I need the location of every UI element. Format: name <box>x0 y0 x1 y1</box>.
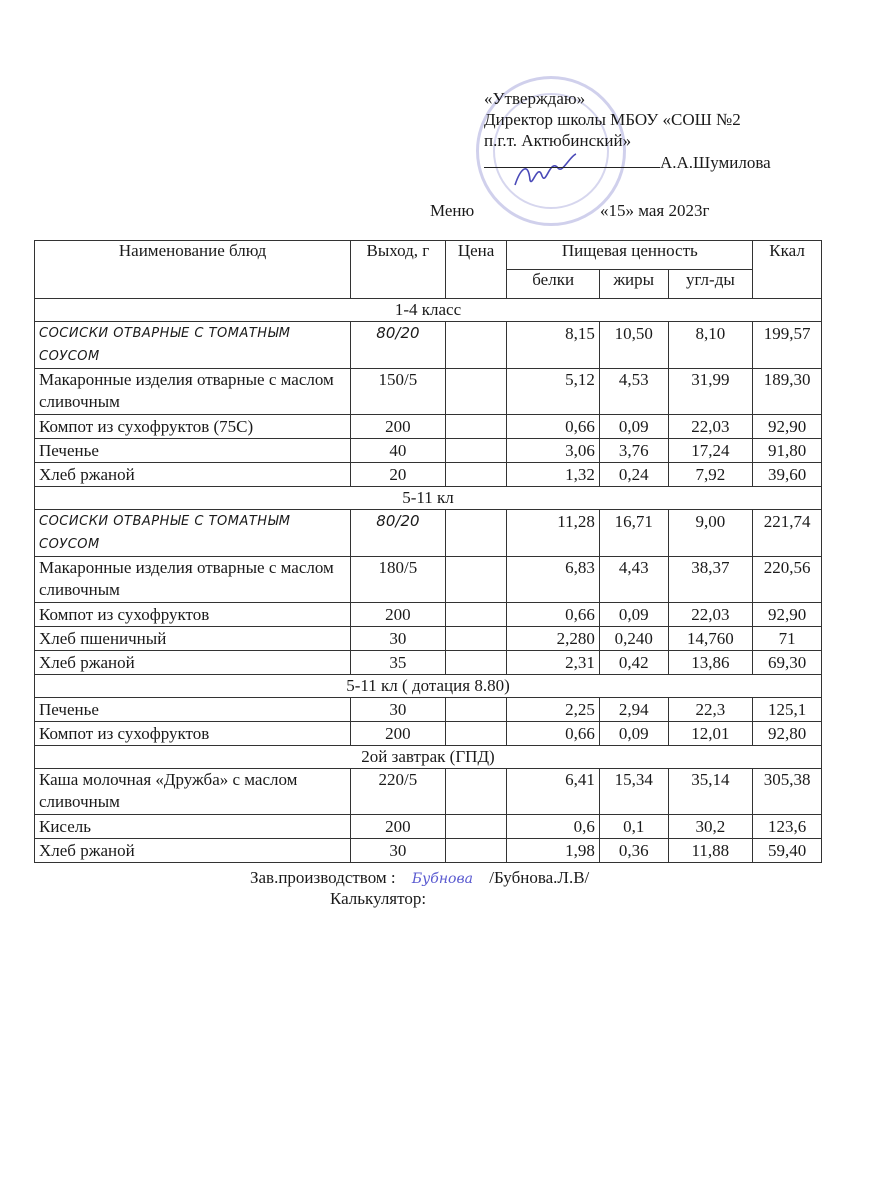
dish-kcal: 305,38 <box>753 769 822 815</box>
dish-fat: 0,24 <box>599 463 668 487</box>
dish-fat: 0,09 <box>599 415 668 439</box>
header-output: Выход, г <box>351 241 446 299</box>
menu-title: Меню <box>430 201 475 220</box>
dish-kcal: 220,56 <box>753 557 822 603</box>
dish-price <box>445 815 507 839</box>
section-row <box>35 299 822 322</box>
dish-fat: 2,94 <box>599 698 668 722</box>
dish-carbs: 38,37 <box>668 557 753 603</box>
dish-output: 40 <box>351 439 446 463</box>
dish-protein: 5,12 <box>507 369 599 415</box>
dish-name: Компот из сухофруктов (75С) <box>35 415 351 439</box>
dish-carbs: 12,01 <box>668 722 753 746</box>
table-row <box>35 627 822 651</box>
manager-signature: Бубнова <box>411 871 473 887</box>
dish-output: 220/5 <box>351 769 446 815</box>
dish-kcal: 92,90 <box>753 415 822 439</box>
dish-protein: 3,06 <box>507 439 599 463</box>
dish-output: 80/20 <box>351 510 446 557</box>
dish-carbs: 9,00 <box>668 510 753 557</box>
dish-protein: 1,32 <box>507 463 599 487</box>
dish-carbs: 17,24 <box>668 439 753 463</box>
dish-price <box>445 463 507 487</box>
table-row <box>35 769 822 815</box>
dish-price <box>445 369 507 415</box>
header-price: Цена <box>445 241 507 299</box>
table-row <box>35 698 822 722</box>
table-row <box>35 415 822 439</box>
dish-name: Печенье <box>35 698 351 722</box>
dish-name: Хлеб пшеничный <box>35 627 351 651</box>
dish-kcal: 123,6 <box>753 815 822 839</box>
header-carbs: угл-ды <box>668 270 753 299</box>
section-row <box>35 487 822 510</box>
section-row <box>35 675 822 698</box>
table-row <box>35 463 822 487</box>
approval-block <box>484 88 771 173</box>
dish-output: 150/5 <box>351 369 446 415</box>
dish-name: СОСИСКИ ОТВАРНЫЕ С ТОМАТНЫМ СОУСОМ <box>35 322 351 369</box>
dish-fat: 0,240 <box>599 627 668 651</box>
dish-protein: 0,66 <box>507 415 599 439</box>
dish-price <box>445 603 507 627</box>
dish-kcal: 69,30 <box>753 651 822 675</box>
dish-fat: 15,34 <box>599 769 668 815</box>
dish-protein: 6,83 <box>507 557 599 603</box>
dish-output: 30 <box>351 839 446 863</box>
table-row <box>35 603 822 627</box>
dish-carbs: 22,03 <box>668 415 753 439</box>
manager-name: /Бубнова.Л.В/ <box>489 868 590 887</box>
section-title: 5-11 кл ( дотация 8.80) <box>35 675 822 698</box>
dish-carbs: 14,760 <box>668 627 753 651</box>
dish-protein: 0,66 <box>507 603 599 627</box>
dish-fat: 0,09 <box>599 603 668 627</box>
dish-kcal: 92,90 <box>753 603 822 627</box>
dish-fat: 3,76 <box>599 439 668 463</box>
dish-protein: 2,280 <box>507 627 599 651</box>
dish-output: 20 <box>351 463 446 487</box>
footer-signatures <box>250 868 589 909</box>
dish-output: 200 <box>351 722 446 746</box>
dish-price <box>445 651 507 675</box>
dish-carbs: 11,88 <box>668 839 753 863</box>
dish-name: Хлеб ржаной <box>35 651 351 675</box>
dish-fat: 0,42 <box>599 651 668 675</box>
header-name: Наименование блюд <box>35 241 351 299</box>
dish-kcal: 189,30 <box>753 369 822 415</box>
dish-output: 200 <box>351 603 446 627</box>
dish-kcal: 125,1 <box>753 698 822 722</box>
dish-protein: 2,25 <box>507 698 599 722</box>
dish-price <box>445 698 507 722</box>
dish-fat: 0,36 <box>599 839 668 863</box>
dish-kcal: 59,40 <box>753 839 822 863</box>
approval-position: Директор школы МБОУ «СОШ №2 <box>484 110 741 129</box>
table-row <box>35 722 822 746</box>
dish-fat: 0,09 <box>599 722 668 746</box>
dish-protein: 0,6 <box>507 815 599 839</box>
dish-name: Компот из сухофруктов <box>35 603 351 627</box>
dish-name: Макаронные изделия отварные с маслом сливочным <box>35 369 351 415</box>
approval-heading: «Утверждаю» <box>484 89 586 108</box>
dish-fat: 4,53 <box>599 369 668 415</box>
dish-name: Кисель <box>35 815 351 839</box>
header-nutrition: Пищевая ценность <box>507 241 753 270</box>
dish-name: Печенье <box>35 439 351 463</box>
dish-protein: 0,66 <box>507 722 599 746</box>
dish-protein: 1,98 <box>507 839 599 863</box>
section-title: 2ой завтрак (ГПД) <box>35 746 822 769</box>
dish-price <box>445 322 507 369</box>
dish-name: Компот из сухофруктов <box>35 722 351 746</box>
dish-price <box>445 439 507 463</box>
menu-table <box>34 240 822 863</box>
dish-name: Макаронные изделия отварные с маслом сливочным <box>35 557 351 603</box>
dish-fat: 16,71 <box>599 510 668 557</box>
dish-carbs: 35,14 <box>668 769 753 815</box>
dish-output: 35 <box>351 651 446 675</box>
dish-fat: 10,50 <box>599 322 668 369</box>
dish-carbs: 13,86 <box>668 651 753 675</box>
dish-fat: 4,43 <box>599 557 668 603</box>
calculator-label: Калькулятор: <box>330 889 427 908</box>
dish-kcal: 221,74 <box>753 510 822 557</box>
table-row <box>35 439 822 463</box>
dish-price <box>445 627 507 651</box>
table-row <box>35 839 822 863</box>
menu-date: «15» мая 2023г <box>600 201 710 220</box>
dish-name: СОСИСКИ ОТВАРНЫЕ С ТОМАТНЫМ СОУСОМ <box>35 510 351 557</box>
dish-name: Хлеб ржаной <box>35 463 351 487</box>
dish-carbs: 8,10 <box>668 322 753 369</box>
dish-protein: 2,31 <box>507 651 599 675</box>
table-row <box>35 815 822 839</box>
dish-carbs: 7,92 <box>668 463 753 487</box>
dish-carbs: 22,3 <box>668 698 753 722</box>
table-row <box>35 557 822 603</box>
dish-output: 200 <box>351 415 446 439</box>
dish-output: 80/20 <box>351 322 446 369</box>
signature-underline <box>484 151 660 168</box>
dish-carbs: 22,03 <box>668 603 753 627</box>
dish-price <box>445 557 507 603</box>
dish-output: 180/5 <box>351 557 446 603</box>
dish-output: 30 <box>351 627 446 651</box>
approval-location: п.г.т. Актюбинский» <box>484 131 632 150</box>
dish-fat: 0,1 <box>599 815 668 839</box>
dish-kcal: 71 <box>753 627 822 651</box>
dish-price <box>445 510 507 557</box>
dish-name: Каша молочная «Дружба» с маслом сливочным <box>35 769 351 815</box>
section-row <box>35 746 822 769</box>
dish-carbs: 31,99 <box>668 369 753 415</box>
manager-label: Зав.производством : <box>250 868 396 887</box>
dish-price <box>445 722 507 746</box>
approval-signer: А.А.Шумилова <box>660 153 771 172</box>
dish-carbs: 30,2 <box>668 815 753 839</box>
dish-price <box>445 769 507 815</box>
section-title: 1-4 класс <box>35 299 822 322</box>
approval-signature-line <box>484 151 771 173</box>
table-row <box>35 322 822 369</box>
dish-protein: 11,28 <box>507 510 599 557</box>
dish-price <box>445 415 507 439</box>
header-protein: белки <box>507 270 599 299</box>
dish-output: 200 <box>351 815 446 839</box>
dish-output: 30 <box>351 698 446 722</box>
header-kcal: Ккал <box>753 241 822 299</box>
table-row <box>35 510 822 557</box>
dish-name: Хлеб ржаной <box>35 839 351 863</box>
dish-kcal: 91,80 <box>753 439 822 463</box>
dish-protein: 6,41 <box>507 769 599 815</box>
table-row <box>35 651 822 675</box>
manager-line <box>250 868 589 889</box>
dish-price <box>445 839 507 863</box>
dish-protein: 8,15 <box>507 322 599 369</box>
dish-kcal: 199,57 <box>753 322 822 369</box>
dish-kcal: 92,80 <box>753 722 822 746</box>
header-fat: жиры <box>599 270 668 299</box>
table-row <box>35 369 822 415</box>
dish-kcal: 39,60 <box>753 463 822 487</box>
section-title: 5-11 кл <box>35 487 822 510</box>
